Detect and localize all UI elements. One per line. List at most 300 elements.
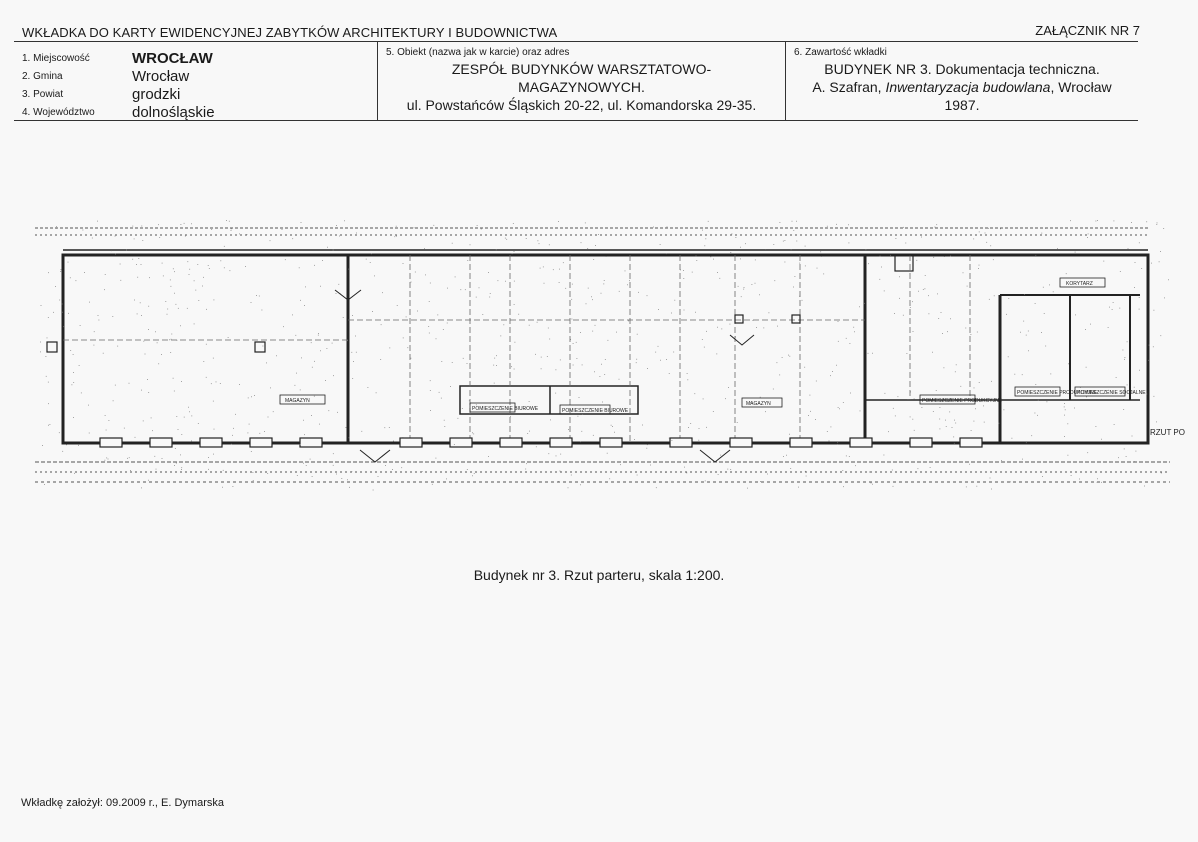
speckle — [306, 465, 307, 466]
speckle — [1146, 394, 1147, 395]
speckle — [684, 310, 685, 311]
speckle — [954, 420, 955, 421]
speckle — [220, 383, 221, 384]
speckle — [892, 470, 893, 471]
speckle — [963, 272, 964, 273]
speckle — [209, 268, 210, 269]
speckle — [1135, 262, 1136, 263]
speckle — [444, 420, 445, 421]
speckle — [490, 293, 491, 294]
object-name-line2: MAGAZYNOWYCH. — [518, 79, 645, 95]
speckle — [1097, 478, 1098, 479]
speckle — [62, 304, 63, 305]
speckle — [581, 242, 582, 243]
speckle — [695, 312, 696, 313]
speckle — [570, 339, 571, 340]
speckle — [348, 269, 349, 270]
speckle — [175, 448, 176, 449]
speckle — [266, 363, 267, 364]
speckle — [47, 338, 48, 339]
speckle — [161, 354, 162, 355]
speckle — [396, 226, 397, 227]
speckle — [738, 286, 739, 287]
speckle — [872, 353, 873, 354]
object-name-line1: ZESPÓŁ BUDYNKÓW WARSZTATOWO- — [451, 61, 712, 77]
speckle — [636, 359, 637, 360]
speckle — [171, 339, 172, 340]
room-label: MAGAZYN — [746, 401, 771, 407]
speckle — [687, 373, 688, 374]
speckle — [1108, 390, 1109, 391]
speckle — [498, 280, 499, 281]
speckle — [990, 478, 991, 479]
speckle — [55, 286, 56, 287]
speckle — [846, 456, 847, 457]
speckle — [728, 387, 729, 388]
speckle — [62, 312, 63, 313]
speckle — [939, 419, 940, 420]
speckle — [912, 301, 913, 302]
speckle — [333, 453, 334, 454]
speckle — [366, 259, 367, 260]
speckle — [588, 288, 589, 289]
speckle — [80, 325, 81, 326]
speckle — [336, 474, 337, 475]
speckle — [978, 268, 979, 269]
speckle — [588, 462, 589, 463]
speckle — [349, 437, 350, 438]
speckle — [305, 287, 306, 288]
speckle — [1038, 400, 1039, 401]
speckle — [304, 434, 305, 435]
speckle — [500, 336, 501, 337]
speckle — [353, 361, 354, 362]
speckle — [706, 331, 707, 332]
speckle — [1022, 459, 1023, 460]
speckle — [141, 488, 142, 489]
speckle — [1127, 341, 1128, 342]
speckle — [105, 460, 106, 461]
speckle — [372, 311, 373, 312]
location-row — [22, 85, 180, 104]
speckle — [447, 323, 448, 324]
speckle — [171, 286, 172, 287]
speckle — [971, 430, 972, 431]
speckle — [256, 295, 257, 296]
speckle — [314, 396, 315, 397]
speckle — [251, 396, 252, 397]
speckle — [220, 260, 221, 261]
speckle — [753, 320, 754, 321]
speckle — [608, 340, 609, 341]
speckle — [247, 234, 248, 235]
speckle — [109, 420, 110, 421]
speckle — [203, 277, 204, 278]
speckle — [189, 411, 190, 412]
speckle — [1037, 415, 1038, 416]
speckle — [141, 390, 142, 391]
speckle — [804, 367, 805, 368]
speckle — [952, 427, 953, 428]
speckle — [966, 487, 967, 488]
speckle — [211, 229, 212, 230]
speckle — [1041, 332, 1042, 333]
speckle — [514, 281, 515, 282]
speckle — [463, 358, 464, 359]
speckle — [1139, 309, 1140, 310]
speckle — [514, 304, 515, 305]
speckle — [637, 475, 638, 476]
speckle — [135, 437, 136, 438]
speckle — [1075, 315, 1076, 316]
speckle — [337, 412, 338, 413]
speckle — [581, 431, 582, 432]
speckle — [174, 293, 175, 294]
speckle — [430, 390, 431, 391]
speckle — [585, 223, 586, 224]
speckle — [303, 420, 304, 421]
speckle — [601, 293, 602, 294]
speckle — [849, 456, 850, 457]
speckle — [181, 224, 182, 225]
speckle — [1045, 228, 1046, 229]
speckle — [539, 243, 540, 244]
speckle — [231, 230, 232, 231]
speckle — [673, 352, 674, 353]
speckle — [647, 295, 648, 296]
speckle — [769, 312, 770, 313]
speckle — [893, 408, 894, 409]
speckle — [527, 433, 528, 434]
speckle — [132, 226, 133, 227]
speckle — [853, 327, 854, 328]
speckle — [573, 343, 574, 344]
speckle — [40, 342, 41, 343]
speckle — [903, 227, 904, 228]
speckle — [226, 220, 227, 221]
speckle — [1045, 346, 1046, 347]
speckle — [352, 378, 353, 379]
speckle — [1118, 457, 1119, 458]
speckle — [214, 300, 215, 301]
speckle — [158, 363, 159, 364]
speckle — [837, 444, 838, 445]
speckle — [447, 288, 448, 289]
speckle — [550, 420, 551, 421]
speckle — [296, 373, 297, 374]
speckle — [496, 249, 497, 250]
speckle — [802, 300, 803, 301]
speckle — [78, 445, 79, 446]
speckle — [173, 378, 174, 379]
speckle — [529, 325, 530, 326]
speckle — [815, 419, 816, 420]
room-label: POMIESZCZENIE BIUROWE — [472, 406, 539, 412]
location-label: 1. Miejscowość — [22, 53, 90, 64]
speckle — [612, 426, 613, 427]
speckle — [482, 314, 483, 315]
speckle — [248, 433, 249, 434]
speckle — [629, 280, 630, 281]
speckle — [541, 368, 542, 369]
speckle — [785, 262, 786, 263]
speckle — [658, 346, 659, 347]
speckle — [571, 299, 572, 300]
speckle — [68, 262, 69, 263]
speckle — [838, 341, 839, 342]
speckle — [262, 310, 263, 311]
speckle — [1028, 331, 1029, 332]
speckle — [467, 469, 468, 470]
speckle — [1090, 324, 1091, 325]
speckle — [912, 419, 913, 420]
speckle — [378, 476, 379, 477]
speckle — [208, 265, 209, 266]
speckle — [61, 269, 62, 270]
speckle — [760, 397, 761, 398]
speckle — [933, 257, 934, 258]
speckle — [637, 334, 638, 335]
speckle — [97, 221, 98, 222]
speckle — [1035, 303, 1036, 304]
speckle — [918, 291, 919, 292]
speckle — [223, 470, 224, 471]
speckle — [430, 410, 431, 411]
speckle — [59, 300, 60, 301]
location-label: 3. Powiat — [22, 89, 64, 100]
speckle — [717, 327, 718, 328]
speckle — [899, 276, 900, 277]
speckle — [300, 444, 301, 445]
speckle — [143, 421, 144, 422]
speckle — [222, 487, 223, 488]
speckle — [1125, 357, 1126, 358]
speckle — [1028, 350, 1029, 351]
speckle — [696, 255, 697, 256]
speckle — [708, 221, 709, 222]
speckle — [368, 387, 369, 388]
speckle — [656, 487, 657, 488]
speckle — [167, 314, 168, 315]
speckle — [300, 300, 301, 301]
annex-number: ZAŁĄCZNIK NR 7 — [1035, 23, 1140, 38]
speckle — [846, 338, 847, 339]
speckle — [180, 455, 181, 456]
speckle — [381, 324, 382, 325]
speckle — [936, 224, 937, 225]
speckle — [481, 229, 482, 230]
speckle — [898, 396, 899, 397]
speckle — [162, 263, 163, 264]
speckle — [1161, 473, 1162, 474]
speckle — [525, 409, 526, 410]
speckle — [556, 369, 557, 370]
speckle — [1088, 234, 1089, 235]
speckle — [259, 296, 260, 297]
speckle — [318, 333, 319, 334]
speckle — [191, 223, 192, 224]
speckle — [231, 444, 232, 445]
speckle — [965, 328, 966, 329]
speckle — [202, 286, 203, 287]
speckle — [838, 321, 839, 322]
speckle — [1071, 475, 1072, 476]
speckle — [944, 256, 945, 257]
location-value: Wrocław — [132, 68, 190, 85]
speckle — [446, 479, 447, 480]
speckle — [975, 408, 976, 409]
speckle — [1168, 279, 1169, 280]
speckle — [925, 275, 926, 276]
speckle — [936, 390, 937, 391]
speckle — [1134, 287, 1135, 288]
speckle — [429, 333, 430, 334]
speckle — [713, 259, 714, 260]
speckle — [191, 416, 192, 417]
speckle — [349, 487, 350, 488]
header-table — [14, 41, 1138, 121]
speckle — [922, 407, 923, 408]
speckle — [614, 432, 615, 433]
speckle — [111, 250, 112, 251]
section-mark: RZUT PO — [1150, 428, 1185, 437]
speckle — [203, 361, 204, 362]
speckle — [1044, 313, 1045, 314]
speckle — [910, 392, 911, 393]
speckle — [1126, 456, 1127, 457]
speckle — [403, 263, 404, 264]
speckle — [505, 281, 506, 282]
speckle — [115, 385, 116, 386]
speckle — [430, 380, 431, 381]
speckle — [1035, 384, 1036, 385]
speckle — [352, 315, 353, 316]
speckle — [1085, 329, 1086, 330]
speckle — [1064, 403, 1065, 404]
speckle — [923, 289, 924, 290]
speckle — [1087, 452, 1088, 453]
speckle — [850, 343, 851, 344]
speckle — [974, 388, 975, 389]
speckle — [837, 442, 838, 443]
speckle — [106, 430, 107, 431]
speckle — [1086, 397, 1087, 398]
speckle — [910, 417, 911, 418]
speckle — [191, 441, 192, 442]
speckle — [470, 244, 471, 245]
speckle — [157, 342, 158, 343]
location-row — [22, 49, 213, 68]
speckle — [514, 251, 515, 252]
speckle — [465, 289, 466, 290]
speckle — [1151, 263, 1152, 264]
speckle — [450, 386, 451, 387]
speckle — [239, 384, 240, 385]
speckle — [967, 286, 968, 287]
speckle — [638, 292, 639, 293]
speckle — [396, 236, 397, 237]
speckle — [619, 291, 620, 292]
speckle — [333, 465, 334, 466]
speckle — [264, 431, 265, 432]
speckle — [79, 365, 80, 366]
speckle — [1064, 436, 1065, 437]
speckle — [607, 453, 608, 454]
speckle — [325, 380, 326, 381]
speckle — [786, 455, 787, 456]
speckle — [344, 220, 345, 221]
speckle — [1067, 423, 1068, 424]
speckle — [452, 362, 453, 363]
speckle — [1006, 314, 1007, 315]
speckle — [667, 227, 668, 228]
speckle — [496, 365, 497, 366]
speckle — [563, 262, 564, 263]
room-label: POMIESZCZENIE PRODUKCYJNE — [922, 398, 1003, 404]
speckle — [496, 355, 497, 356]
speckle — [634, 439, 635, 440]
speckle — [145, 354, 146, 355]
speckle — [511, 366, 512, 367]
speckle — [494, 383, 495, 384]
speckle — [115, 236, 116, 237]
speckle — [537, 322, 538, 323]
speckle — [765, 249, 766, 250]
speckle — [1023, 321, 1024, 322]
speckle — [721, 329, 722, 330]
speckle — [263, 346, 264, 347]
speckle — [672, 440, 673, 441]
speckle — [48, 425, 49, 426]
speckle — [515, 342, 516, 343]
speckle — [879, 279, 880, 280]
speckle — [756, 327, 757, 328]
speckle — [355, 336, 356, 337]
speckle — [411, 282, 412, 283]
speckle — [993, 259, 994, 260]
speckle — [690, 423, 691, 424]
speckle — [176, 463, 177, 464]
speckle — [871, 483, 872, 484]
location-value: WROCŁAW — [132, 50, 213, 67]
speckle — [893, 486, 894, 487]
speckle — [650, 465, 651, 466]
speckle — [1116, 377, 1117, 378]
speckle — [783, 241, 784, 242]
speckle — [704, 245, 705, 246]
speckle — [393, 441, 394, 442]
speckle — [56, 228, 57, 229]
speckle — [1123, 409, 1124, 410]
speckle — [979, 265, 980, 266]
speckle — [162, 458, 163, 459]
speckle — [669, 438, 670, 439]
speckle — [513, 223, 514, 224]
speckle — [782, 357, 783, 358]
speckle — [838, 407, 839, 408]
speckle — [229, 221, 230, 222]
speckle — [197, 264, 198, 265]
speckle — [303, 463, 304, 464]
speckle — [474, 473, 475, 474]
speckle — [558, 481, 559, 482]
speckle — [592, 331, 593, 332]
speckle — [572, 319, 573, 320]
speckle — [727, 469, 728, 470]
speckle — [311, 415, 312, 416]
speckle — [730, 252, 731, 253]
object-column — [378, 42, 786, 120]
